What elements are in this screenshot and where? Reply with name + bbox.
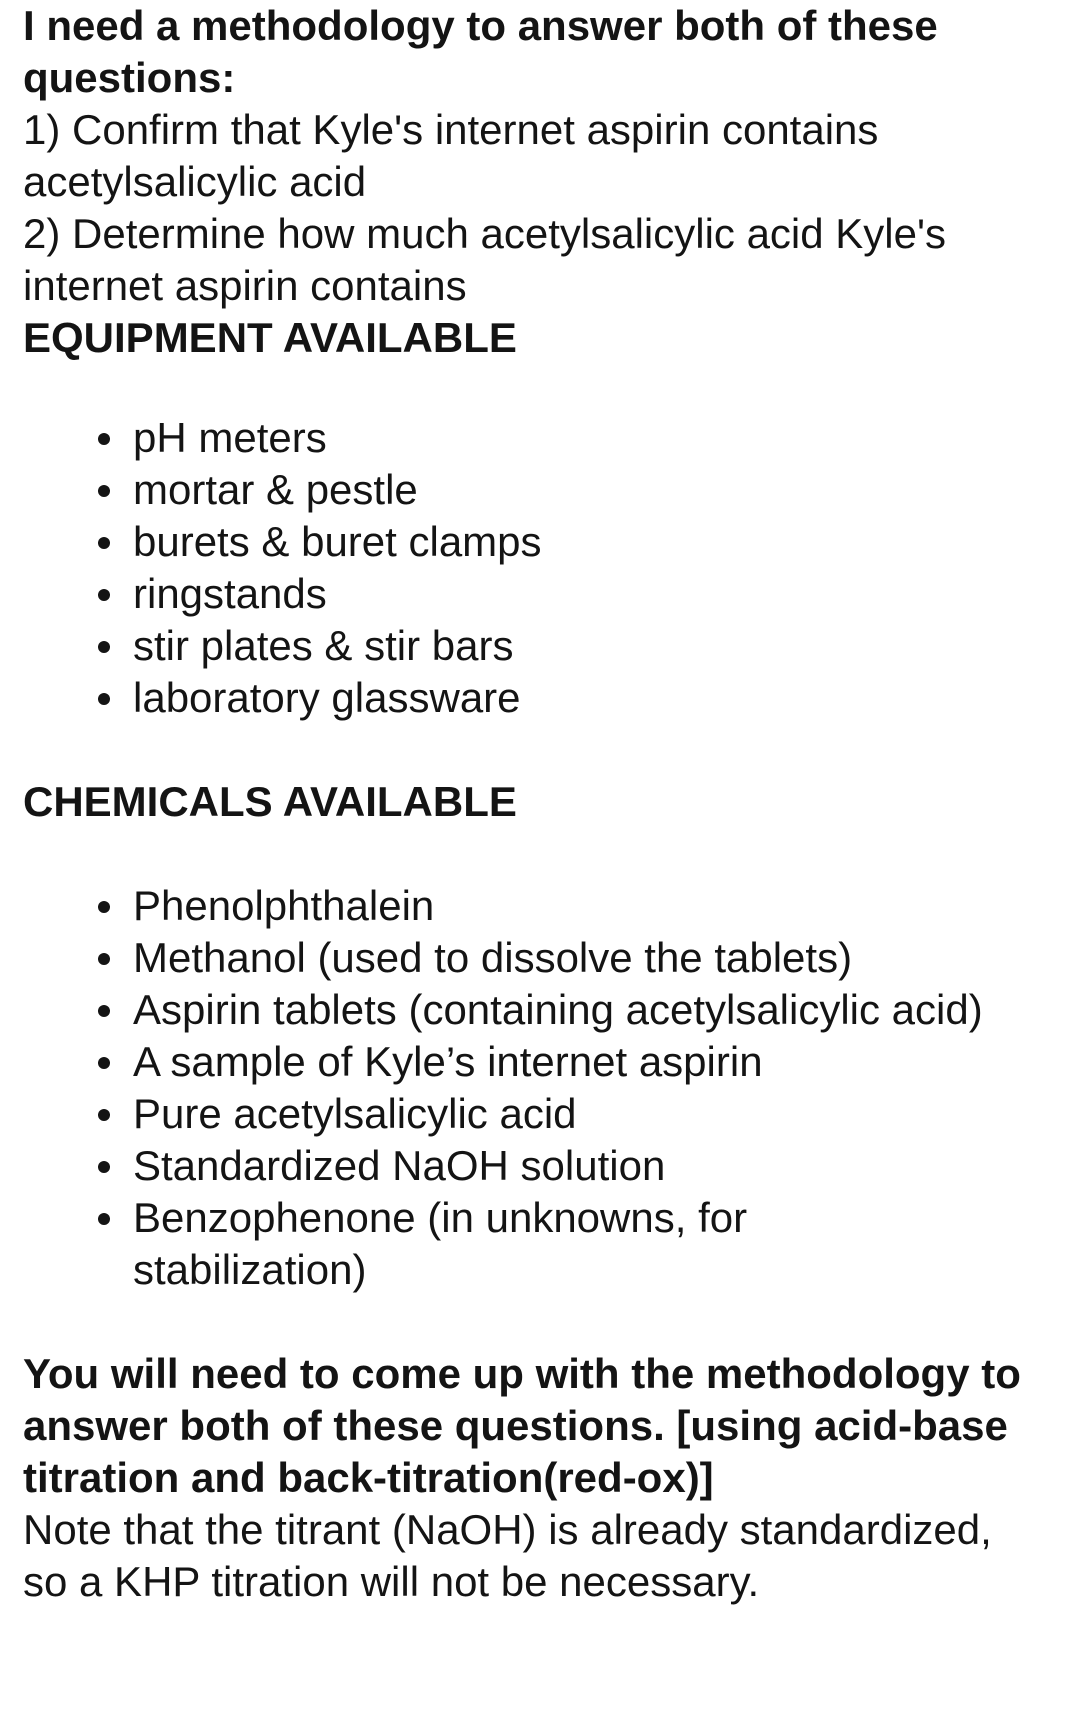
list-item-text: ringstands — [133, 570, 327, 617]
spacer — [23, 828, 1063, 880]
question-1-line-1: 1) Confirm that Kyle's internet aspirin contains — [23, 106, 879, 153]
spacer — [23, 1296, 1063, 1348]
bullet-icon — [98, 537, 110, 549]
list-item — [23, 412, 1063, 464]
list-item — [23, 516, 1063, 568]
list-item-text: Methanol (used to dissolve the tablets) — [133, 934, 853, 981]
instruction-line-1: You will need to come up with the methodology to — [23, 1350, 1021, 1397]
list-item — [23, 1140, 1063, 1192]
list-item — [23, 620, 1063, 672]
bullet-icon — [98, 1109, 110, 1121]
list-item-text: Standardized NaOH solution — [133, 1142, 666, 1189]
list-item — [23, 984, 1063, 1036]
document — [23, 0, 1063, 1608]
chemicals-heading: CHEMICALS AVAILABLE — [23, 778, 517, 825]
list-item-text: pH meters — [133, 414, 327, 461]
list-item-text: laboratory glassware — [133, 674, 521, 721]
bullet-icon — [98, 1213, 110, 1225]
question-2-line-2: internet aspirin contains — [23, 262, 467, 309]
list-item-text: burets & buret clamps — [133, 518, 542, 565]
intro-heading-line-1: I need a methodology to answer both of these — [23, 2, 938, 49]
bullet-icon — [98, 901, 110, 913]
instruction-line-3: titration and back-titration(red-ox)] — [23, 1454, 714, 1501]
bullet-icon — [98, 1005, 110, 1017]
note-line-1: Note that the titrant (NaOH) is already standardized, — [23, 1506, 992, 1553]
instruction-line-2: answer both of these questions. [using acid-base — [23, 1402, 1008, 1449]
bullet-icon — [98, 953, 110, 965]
list-item — [23, 672, 1063, 724]
list-item — [23, 1036, 1063, 1088]
list-item-text: mortar & pestle — [133, 466, 418, 513]
list-item — [23, 932, 1063, 984]
list-item — [23, 464, 1063, 516]
bullet-icon — [98, 641, 110, 653]
list-item-text: Aspirin tablets (containing acetylsalicylic acid) — [133, 986, 983, 1033]
question-2-line-1: 2) Determine how much acetylsalicylic acid Kyle's — [23, 210, 947, 257]
list-item-text: stir plates & stir bars — [133, 622, 514, 669]
question-1-line-2: acetylsalicylic acid — [23, 158, 367, 205]
bullet-icon — [98, 485, 110, 497]
bullet-icon — [98, 433, 110, 445]
list-item — [23, 1088, 1063, 1140]
chemicals-list — [23, 880, 1063, 1296]
list-item-text: Phenolphthalein — [133, 882, 435, 929]
list-item — [23, 568, 1063, 620]
list-item-text: A sample of Kyle’s internet aspirin — [133, 1038, 763, 1085]
list-item — [23, 1192, 1063, 1296]
bullet-icon — [98, 1057, 110, 1069]
list-item — [23, 880, 1063, 932]
bullet-icon — [98, 589, 110, 601]
bullet-icon — [98, 1161, 110, 1173]
intro-heading-line-2: questions: — [23, 54, 236, 101]
spacer — [23, 724, 1063, 776]
equipment-list — [23, 412, 1063, 724]
note-line-2: so a KHP titration will not be necessary. — [23, 1558, 760, 1605]
list-item-text: Pure acetylsalicylic acid — [133, 1090, 577, 1137]
bullet-icon — [98, 693, 110, 705]
equipment-heading: EQUIPMENT AVAILABLE — [23, 314, 517, 361]
list-item-text: Benzophenone (in unknowns, for stabilization) — [133, 1194, 748, 1293]
spacer — [23, 364, 1063, 412]
